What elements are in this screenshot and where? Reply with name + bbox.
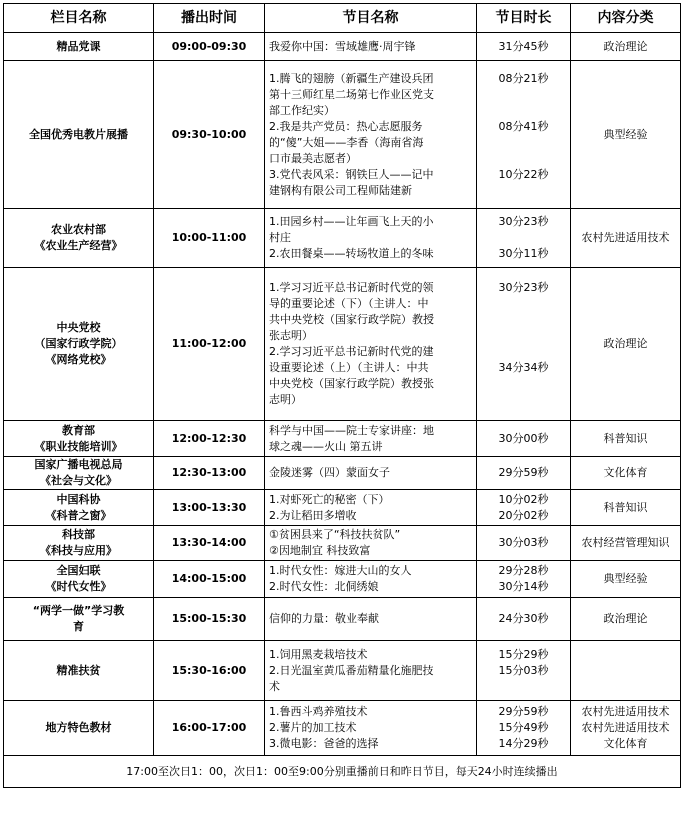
- category-cell-line: 政治理论: [603, 39, 648, 53]
- column-name-cell-line: 精品党课: [56, 39, 101, 53]
- duration-cell-line: 29分59秒: [498, 466, 549, 479]
- duration-cell: [477, 490, 571, 526]
- table-row: [4, 457, 681, 490]
- column-name-cell-line: 精准扶贫: [56, 663, 101, 677]
- duration-cell: [477, 598, 571, 641]
- category-cell-line: 农村先进适用技术: [581, 721, 670, 734]
- category-cell-line: 科普知识: [603, 431, 648, 445]
- duration-cell: [477, 526, 571, 561]
- duration-cell-line: [481, 679, 566, 695]
- schedule-table: [3, 3, 681, 788]
- program-name-cell-line: 2.日光温室黄瓜番茄精量化施肥技: [269, 663, 434, 677]
- program-name-cell-line: 3.党代表风采：钢铁巨人——记中: [269, 167, 434, 181]
- category-cell-line: 农村先进适用技术: [581, 705, 670, 718]
- header-broadcast-time: 播出时间: [154, 4, 265, 33]
- broadcast-time-cell: 12:30-13:00: [154, 457, 265, 490]
- duration-cell-line: [481, 296, 566, 312]
- program-name-cell: [265, 421, 477, 457]
- column-name-cell: [4, 490, 154, 526]
- category-cell: [571, 421, 681, 457]
- category-cell: [571, 490, 681, 526]
- category-cell-line: 农村经营管理知识: [581, 536, 670, 549]
- column-name-cell-line: 全国优秀电教片展播: [29, 127, 128, 141]
- program-name-cell-line: 导的重要论述（下）（主讲人：中: [269, 297, 429, 310]
- category-cell: [571, 209, 681, 268]
- header-category: 内容分类: [571, 4, 681, 33]
- program-name-cell: [265, 701, 477, 756]
- broadcast-time-cell: 11:00-12:00: [154, 268, 265, 421]
- duration-cell: [477, 701, 571, 756]
- program-name-cell-line: 第十三师红星二场第七作业区党支: [269, 87, 434, 101]
- column-name-cell-line: 《时代女性》: [45, 580, 112, 593]
- category-cell: [571, 61, 681, 209]
- category-cell-line: 政治理论: [603, 337, 648, 350]
- program-name-cell-line: 术: [269, 679, 280, 693]
- program-name-cell-line: 2.我是共产党员：热心志愿服务: [269, 119, 423, 133]
- column-name-cell: [4, 421, 154, 457]
- category-cell: [571, 33, 681, 61]
- column-name-cell: [4, 61, 154, 209]
- program-name-cell-line: 1.对虾死亡的秘密（下）: [269, 492, 390, 506]
- duration-cell-line: 30分14秒: [498, 580, 549, 593]
- category-cell-line: 典型经验: [603, 127, 648, 141]
- category-cell: [571, 598, 681, 641]
- category-cell-line: 典型经验: [603, 572, 648, 585]
- program-name-cell-line: 1.学习习近平总书记新时代党的领: [269, 281, 434, 294]
- header-duration: 节目时长: [477, 4, 571, 33]
- program-name-cell: [265, 561, 477, 598]
- program-name-cell-line: 1.腾飞的翅膀（新疆生产建设兵团: [269, 71, 434, 85]
- duration-cell-line: 20分02秒: [498, 508, 549, 522]
- duration-cell-line: [481, 376, 566, 392]
- category-cell-line: 文化体育: [603, 737, 648, 750]
- duration-cell-line: 08分41秒: [498, 119, 549, 133]
- program-name-cell: [265, 457, 477, 490]
- column-name-cell-line: 《社会与文化》: [40, 474, 117, 487]
- category-cell: [571, 701, 681, 756]
- column-name-cell-line: （国家行政学院）: [34, 337, 123, 350]
- table-row: [4, 61, 681, 209]
- broadcast-time-cell: 09:00-09:30: [154, 33, 265, 61]
- table-row: [4, 701, 681, 756]
- column-name-cell: [4, 33, 154, 61]
- program-name-cell-line: 部工作纪实）: [269, 103, 335, 117]
- duration-cell-line: 29分28秒: [498, 564, 549, 577]
- broadcast-time-cell: 14:00-15:00: [154, 561, 265, 598]
- duration-cell-line: 15分03秒: [498, 663, 549, 677]
- column-name-cell-line: 《科普之窗》: [45, 508, 112, 522]
- column-name-cell-line: “两学一做”学习教: [32, 604, 125, 617]
- broadcast-time-cell: 15:30-16:00: [154, 641, 265, 701]
- duration-cell-line: 30分00秒: [498, 431, 549, 445]
- broadcast-time-cell: 12:00-12:30: [154, 421, 265, 457]
- program-name-cell-line: 球之魂——火山 第五讲: [269, 439, 383, 453]
- duration-cell-line: [481, 328, 566, 344]
- table-row: [4, 268, 681, 421]
- column-name-cell: [4, 701, 154, 756]
- table-row: [4, 598, 681, 641]
- duration-cell-line: [481, 312, 566, 328]
- program-name-cell-line: 志明）: [269, 393, 302, 406]
- duration-cell-line: 30分03秒: [498, 536, 549, 549]
- program-name-cell-line: 1.田园乡村——让年画飞上天的小: [269, 215, 434, 228]
- duration-cell: [477, 209, 571, 268]
- category-cell-line: 科普知识: [603, 500, 648, 514]
- program-name-cell-line: 中央党校（国家行政学院）教授张: [269, 377, 434, 390]
- duration-cell-line: 24分30秒: [498, 612, 549, 625]
- duration-cell-line: [481, 87, 566, 103]
- program-name-cell: [265, 61, 477, 209]
- column-name-cell-line: 农业农村部: [51, 223, 106, 236]
- column-name-cell: [4, 598, 154, 641]
- column-name-cell-line: 《农业生产经营》: [34, 239, 123, 252]
- column-name-cell-line: 教育部: [62, 423, 95, 437]
- footer-row: [4, 756, 681, 788]
- broadcast-time-cell: 10:00-11:00: [154, 209, 265, 268]
- program-name-cell: [265, 268, 477, 421]
- duration-cell-line: 30分11秒: [498, 247, 549, 260]
- program-name-cell-line: 建钢构有限公司工程师陆建新: [269, 183, 412, 197]
- duration-cell: [477, 33, 571, 61]
- program-name-cell: [265, 209, 477, 268]
- header-column-name: 栏目名称: [4, 4, 154, 33]
- category-cell: [571, 268, 681, 421]
- program-name-cell-line: ②因地制宜 科技致富: [269, 544, 371, 557]
- duration-cell-line: 30分23秒: [498, 215, 549, 228]
- program-name-cell-line: 我爱你中国：雪域雄鹰·周宇锋: [269, 39, 416, 53]
- duration-cell-line: 10分22秒: [498, 167, 549, 181]
- duration-cell: [477, 421, 571, 457]
- column-name-cell-line: 中国科协: [56, 492, 101, 506]
- column-name-cell: [4, 457, 154, 490]
- program-name-cell-line: 1.饲用黑麦栽培技术: [269, 647, 368, 661]
- program-name-cell-line: 口市最美志愿者）: [269, 151, 357, 165]
- program-name-cell: [265, 598, 477, 641]
- category-cell-line: 文化体育: [603, 466, 648, 479]
- duration-cell-line: [481, 183, 566, 199]
- header-program-name: 节目名称: [265, 4, 477, 33]
- program-name-cell: [265, 490, 477, 526]
- duration-cell-line: [481, 392, 566, 408]
- table-row: [4, 421, 681, 457]
- table-row: [4, 209, 681, 268]
- column-name-cell-line: 育: [73, 620, 84, 633]
- program-name-cell: [265, 33, 477, 61]
- duration-cell-line: [481, 135, 566, 151]
- broadcast-time-cell: 13:30-14:00: [154, 526, 265, 561]
- program-name-cell-line: 2.学习习近平总书记新时代党的建: [269, 345, 434, 358]
- table-row: [4, 641, 681, 701]
- program-name-cell-line: 2.为让稻田多增收: [269, 508, 357, 522]
- program-name-cell: [265, 526, 477, 561]
- program-name-cell-line: 村庄: [269, 231, 291, 244]
- column-name-cell-line: 地方特色教材: [45, 721, 112, 734]
- duration-cell-line: 15分49秒: [498, 721, 549, 734]
- broadcast-time-cell: 09:30-10:00: [154, 61, 265, 209]
- program-name-cell-line: 张志明）: [269, 329, 313, 342]
- program-name-cell-line: 2.时代女性：北侗绣娘: [269, 580, 379, 593]
- broadcast-time-cell: 15:00-15:30: [154, 598, 265, 641]
- program-name-cell-line: 的“傻”大姐——李香（海南省海: [269, 135, 424, 149]
- column-name-cell: [4, 641, 154, 701]
- duration-cell: [477, 561, 571, 598]
- category-cell: [571, 526, 681, 561]
- category-cell: [571, 641, 681, 701]
- program-name-cell: [265, 641, 477, 701]
- duration-cell-line: [481, 344, 566, 360]
- column-name-cell-line: 科技部: [62, 528, 95, 541]
- duration-cell-line: 15分29秒: [498, 647, 549, 661]
- category-cell-line: 农村先进适用技术: [581, 231, 670, 244]
- program-name-cell-line: ①贫困县来了“科技扶贫队”: [269, 528, 401, 541]
- table-row: [4, 490, 681, 526]
- column-name-cell-line: 中央党校: [56, 321, 101, 334]
- table-row: [4, 526, 681, 561]
- program-name-cell-line: 1.鲁西斗鸡养殖技术: [269, 705, 368, 718]
- column-name-cell-line: 国家广播电视总局: [34, 458, 123, 471]
- rebroadcast-note: 17:00至次日1：00，次日1：00至9:00分别重播前日和昨日节目，每天24小时连续播出: [4, 756, 681, 788]
- column-name-cell-line: 《职业技能培训》: [34, 439, 123, 453]
- program-name-cell-line: 科学与中国——院士专家讲座：地: [269, 423, 434, 437]
- duration-cell: [477, 61, 571, 209]
- program-name-cell-line: 设重要论述（上）（主讲人：中共: [269, 361, 429, 374]
- category-cell: [571, 561, 681, 598]
- program-name-cell-line: 信仰的力量：敬业奉献: [269, 612, 379, 625]
- duration-cell-line: [481, 151, 566, 167]
- program-name-cell-line: 共中央党校（国家行政学院）教授: [269, 313, 434, 326]
- category-cell: [571, 457, 681, 490]
- header-row: [4, 4, 681, 33]
- duration-cell-line: 30分23秒: [498, 281, 549, 294]
- program-name-cell-line: 2.薯片的加工技术: [269, 721, 357, 734]
- broadcast-time-cell: 16:00-17:00: [154, 701, 265, 756]
- program-name-cell-line: 1.时代女性：嫁进大山的女人: [269, 564, 412, 577]
- duration-cell-line: [481, 103, 566, 119]
- duration-cell-line: 14分29秒: [498, 737, 549, 750]
- column-name-cell: [4, 561, 154, 598]
- duration-cell-line: 29分59秒: [498, 705, 549, 718]
- duration-cell-line: 08分21秒: [498, 71, 549, 85]
- category-cell-line: 政治理论: [603, 612, 648, 625]
- duration-cell-line: [481, 230, 566, 246]
- table-row: [4, 561, 681, 598]
- schedule-body: [4, 33, 681, 756]
- duration-cell: [477, 268, 571, 421]
- duration-cell-line: 31分45秒: [498, 39, 549, 53]
- column-name-cell-line: 全国妇联: [56, 564, 101, 577]
- table-row: [4, 33, 681, 61]
- duration-cell-line: 34分34秒: [498, 361, 549, 374]
- column-name-cell-line: 《网络党校》: [45, 353, 112, 366]
- program-name-cell-line: 金陵迷雾（四）蒙面女子: [269, 466, 390, 479]
- column-name-cell: [4, 209, 154, 268]
- broadcast-time-cell: 13:00-13:30: [154, 490, 265, 526]
- column-name-cell: [4, 268, 154, 421]
- duration-cell-line: 10分02秒: [498, 492, 549, 506]
- duration-cell: [477, 641, 571, 701]
- program-name-cell-line: 3.微电影：爸爸的选择: [269, 737, 379, 750]
- program-name-cell-line: 2.农田餐桌——转场牧道上的冬味: [269, 247, 434, 260]
- column-name-cell-line: 《科技与应用》: [40, 544, 117, 557]
- duration-cell: [477, 457, 571, 490]
- column-name-cell: [4, 526, 154, 561]
